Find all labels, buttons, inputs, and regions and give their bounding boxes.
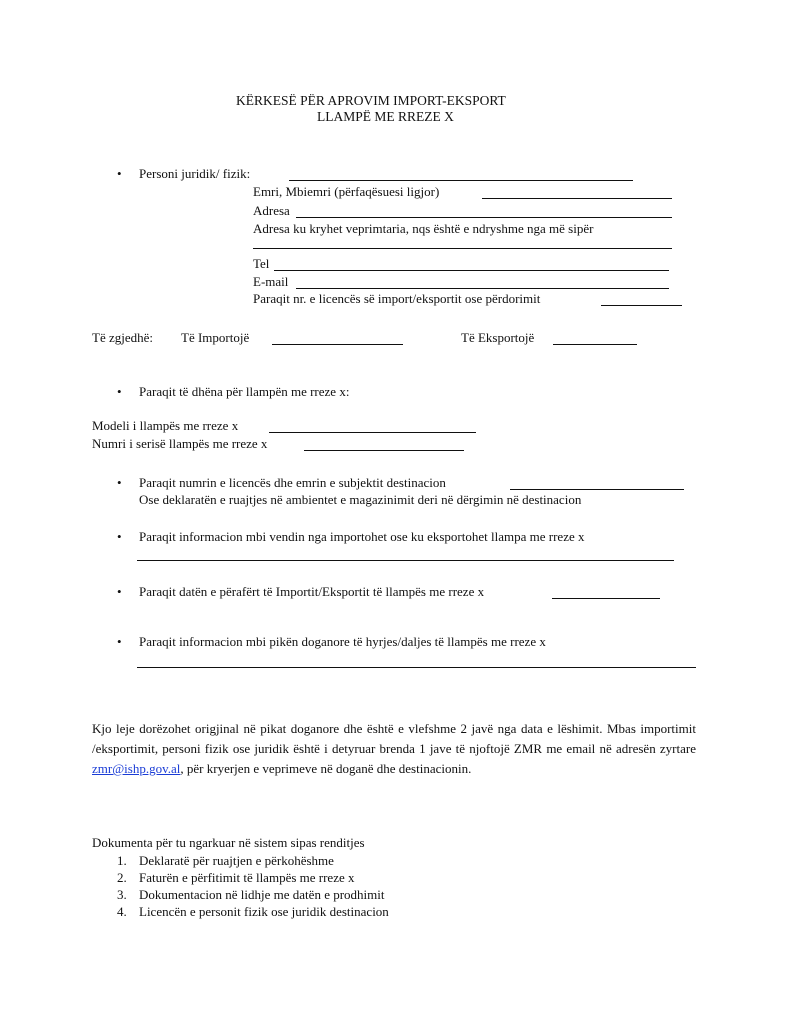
title-line-2: LLAMPË ME RREZE X: [317, 109, 454, 124]
address-line[interactable]: [296, 217, 672, 218]
bullet-icon: •: [117, 584, 122, 599]
documents-heading: Dokumenta për tu ngarkuar në sistem sipas renditjes: [92, 835, 365, 850]
date-label: Paraqit datën e përafërt të Importit/Eksportit të llampës me rreze x: [139, 584, 485, 599]
destination-line[interactable]: [510, 489, 684, 490]
email-label: E-mail: [253, 274, 289, 289]
activity-address-line[interactable]: [253, 248, 672, 249]
bullet-icon: •: [117, 634, 122, 649]
bullet-icon: •: [117, 475, 122, 490]
bullet-icon: •: [117, 529, 122, 544]
date-line[interactable]: [552, 598, 660, 599]
serial-label: Numri i serisë llampës me rreze x: [92, 436, 268, 451]
list-item-number: 1.: [117, 853, 127, 868]
applicant-name-line[interactable]: [289, 180, 633, 181]
list-item: Faturën e përfitimit të llampës me rreze x: [139, 870, 355, 885]
representative-label: Emri, Mbiemri (përfaqësuesi ligjor): [253, 184, 440, 199]
export-line[interactable]: [553, 344, 637, 345]
license-label: Paraqit nr. e licencës së import/eksportit ose përdorimit: [253, 291, 541, 306]
customs-line[interactable]: [137, 667, 696, 668]
representative-line[interactable]: [482, 198, 672, 199]
notice-paragraph: [92, 719, 696, 779]
list-item-number: 3.: [117, 887, 127, 902]
origin-line[interactable]: [137, 560, 674, 561]
tel-line[interactable]: [274, 270, 669, 271]
applicant-label: Personi juridik/ fizik:: [139, 166, 251, 181]
choice-label: Të zgjedhë:: [92, 330, 153, 345]
serial-line[interactable]: [304, 450, 464, 451]
bullet-icon: •: [117, 384, 122, 399]
import-label: Të Importojë: [181, 330, 250, 345]
customs-label: Paraqit informacion mbi pikën doganore të hyrjes/daljes të llampës me rreze x: [139, 634, 546, 649]
bullet-icon: •: [117, 166, 122, 181]
tel-label: Tel: [253, 256, 270, 271]
origin-label: Paraqit informacion mbi vendin nga importohet ose ku eksportohet llampa me rreze x: [139, 529, 585, 544]
email-line[interactable]: [296, 288, 669, 289]
destination-line-2: Ose deklaratën e ruajtjes në ambientet e magazinimit deri në dërgimin në destinacion: [139, 492, 582, 507]
license-line[interactable]: [601, 305, 682, 306]
list-item: Deklaratë për ruajtjen e përkohëshme: [139, 853, 334, 868]
notice-text-2: , për kryerjen e veprimeve në doganë dhe destinacionin.: [180, 761, 472, 776]
list-item-number: 2.: [117, 870, 127, 885]
model-label: Modeli i llampës me rreze x: [92, 418, 239, 433]
email-link[interactable]: zmr@ishp.gov.al: [92, 761, 181, 776]
device-heading: Paraqit të dhëna për llampën me rreze x:: [139, 384, 350, 399]
list-item: Licencën e personit fizik ose juridik destinacion: [139, 904, 389, 919]
list-item-number: 4.: [117, 904, 127, 919]
address-label: Adresa: [253, 203, 290, 218]
export-label: Të Eksportojë: [461, 330, 535, 345]
list-item: Dokumentacion në lidhje me datën e prodhimit: [139, 887, 385, 902]
notice-text-1: Kjo leje dorëzohet origjinal në pikat doganore dhe është e vlefshme 2 javë nga data e lëshimit. Mbas importimit /eksportimit, personi fizik ose juridik është i detyruar brenda 1 jave të njoftojë ZMR me email në adresën zyrtare: [92, 721, 696, 756]
model-line[interactable]: [269, 432, 476, 433]
import-line[interactable]: [272, 344, 403, 345]
destination-line-1: Paraqit numrin e licencës dhe emrin e subjektit destinacion: [139, 475, 446, 490]
title-line-1: KËRKESË PËR APROVIM IMPORT-EKSPORT: [236, 93, 506, 108]
activity-address-label: Adresa ku kryhet veprimtaria, nqs është e ndryshme nga më sipër: [253, 221, 594, 236]
